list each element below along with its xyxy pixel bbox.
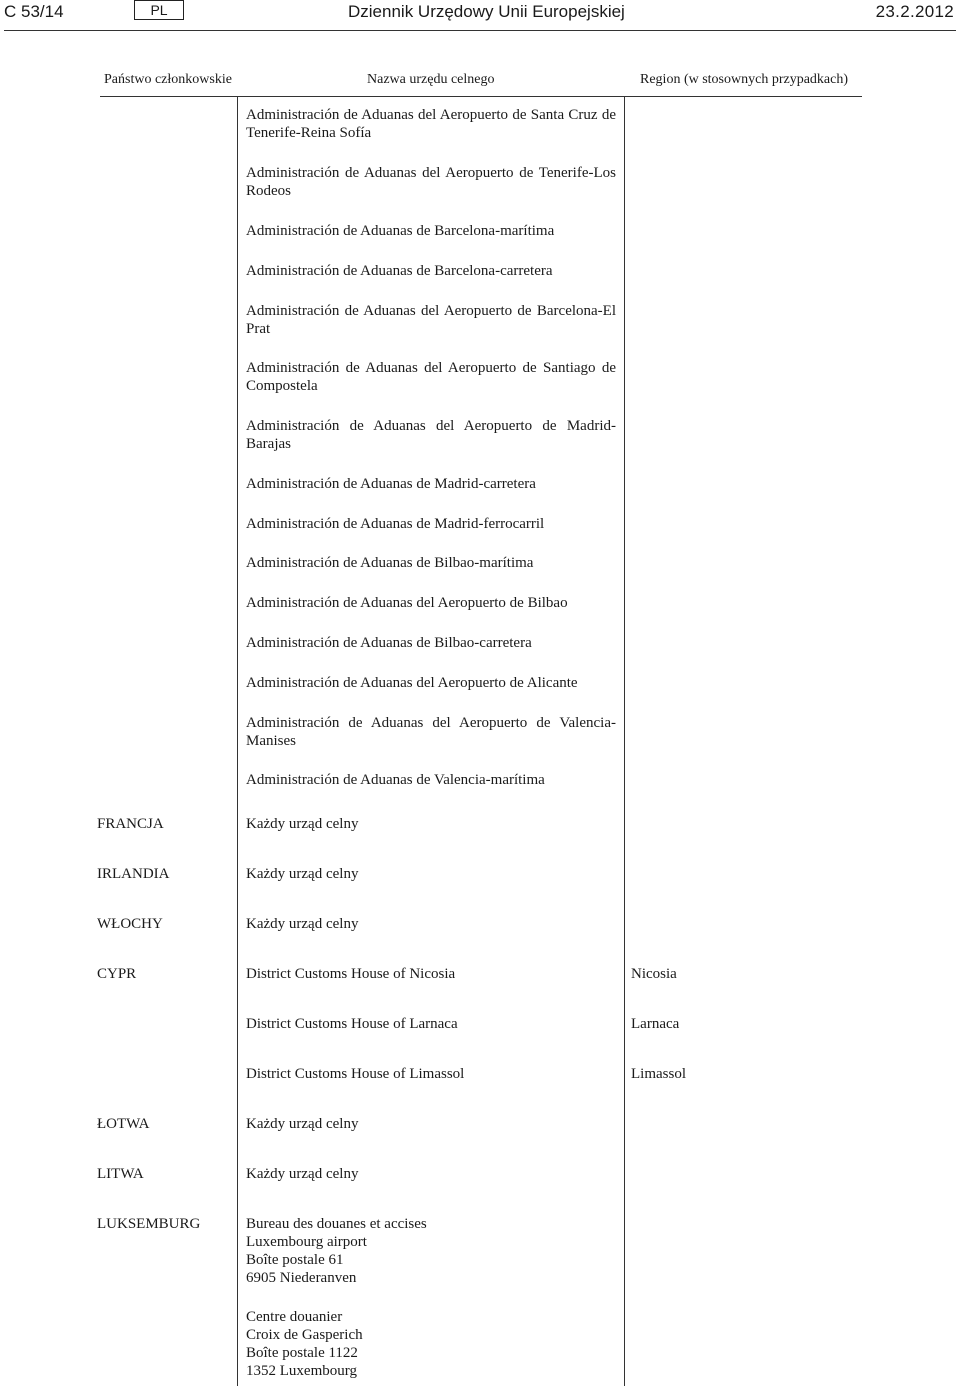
customs-office: Każdy urząd celny	[246, 1116, 359, 1132]
customs-office: Każdy urząd celny	[246, 816, 359, 832]
column-divider	[624, 96, 625, 1386]
page-number: C 53/14	[4, 2, 64, 21]
member-state: LUKSEMBURG	[97, 1216, 201, 1232]
customs-office: Administración de Aduanas de Bilbao-carretera	[246, 635, 532, 651]
column-header-region: Region (w stosownych przypadkach)	[640, 72, 849, 87]
column-divider	[237, 96, 238, 1386]
customs-office: Bureau des douanes et accises Luxembourg airport Boîte postale 61 6905 Niederanven	[246, 1216, 427, 1286]
customs-office: Administración de Aduanas de Madrid-ferrocarril	[246, 516, 545, 532]
customs-office: Administración de Aduanas de Valencia-marítima	[246, 772, 545, 788]
customs-office: District Customs House of Nicosia	[246, 966, 456, 982]
customs-office: Administración de Aduanas de Bilbao-marítima	[246, 555, 534, 571]
table-header-divider	[100, 96, 862, 97]
customs-office: Administración de Aduanas de Barcelona-marítima	[246, 223, 555, 239]
page-header	[0, 0, 960, 32]
column-header-customs-office: Nazwa urzędu celnego	[367, 72, 495, 87]
journal-title: Dziennik Urzędowy Unii Europejskiej	[348, 2, 625, 21]
customs-office: Centre douanier Croix de Gasperich Boîte postale 1122 1352 Luxembourg	[246, 1309, 363, 1379]
language-badge: PL	[134, 0, 184, 20]
customs-office: Każdy urząd celny	[246, 866, 359, 882]
member-state: WŁOCHY	[97, 916, 163, 932]
customs-office: Administración de Aduanas del Aeropuerto de Valencia-Manises	[246, 715, 616, 749]
customs-office: Administración de Aduanas del Aeropuerto de Santa Cruz de Tenerife-Reina Sofía	[246, 107, 616, 141]
publication-date: 23.2.2012	[875, 2, 954, 21]
member-state: FRANCJA	[97, 816, 164, 832]
member-state: ŁOTWA	[97, 1116, 150, 1132]
customs-office: Każdy urząd celny	[246, 916, 359, 932]
customs-office: District Customs House of Larnaca	[246, 1016, 458, 1032]
customs-office: Administración de Aduanas del Aeropuerto de Madrid-Barajas	[246, 418, 616, 452]
customs-office: District Customs House of Limassol	[246, 1066, 465, 1082]
customs-office: Administración de Aduanas de Barcelona-carretera	[246, 263, 553, 279]
customs-office: Administración de Aduanas de Madrid-carretera	[246, 476, 536, 492]
member-state: IRLANDIA	[97, 866, 170, 882]
region: Limassol	[631, 1066, 686, 1082]
header-divider	[4, 30, 956, 31]
customs-office: Administración de Aduanas del Aeropuerto de Barcelona-El Prat	[246, 303, 616, 337]
customs-office: Administración de Aduanas del Aeropuerto de Alicante	[246, 675, 578, 691]
customs-office: Administración de Aduanas del Aeropuerto de Bilbao	[246, 595, 568, 611]
region: Larnaca	[631, 1016, 680, 1032]
column-header-member-state: Państwo członkowskie	[104, 72, 232, 87]
region: Nicosia	[631, 966, 677, 982]
member-state: CYPR	[97, 966, 137, 982]
customs-office: Każdy urząd celny	[246, 1166, 359, 1182]
member-state: LITWA	[97, 1166, 144, 1182]
customs-office: Administración de Aduanas del Aeropuerto de Tenerife-Los Rodeos	[246, 165, 616, 199]
customs-office: Administración de Aduanas del Aeropuerto de Santiago de Compostela	[246, 360, 616, 394]
